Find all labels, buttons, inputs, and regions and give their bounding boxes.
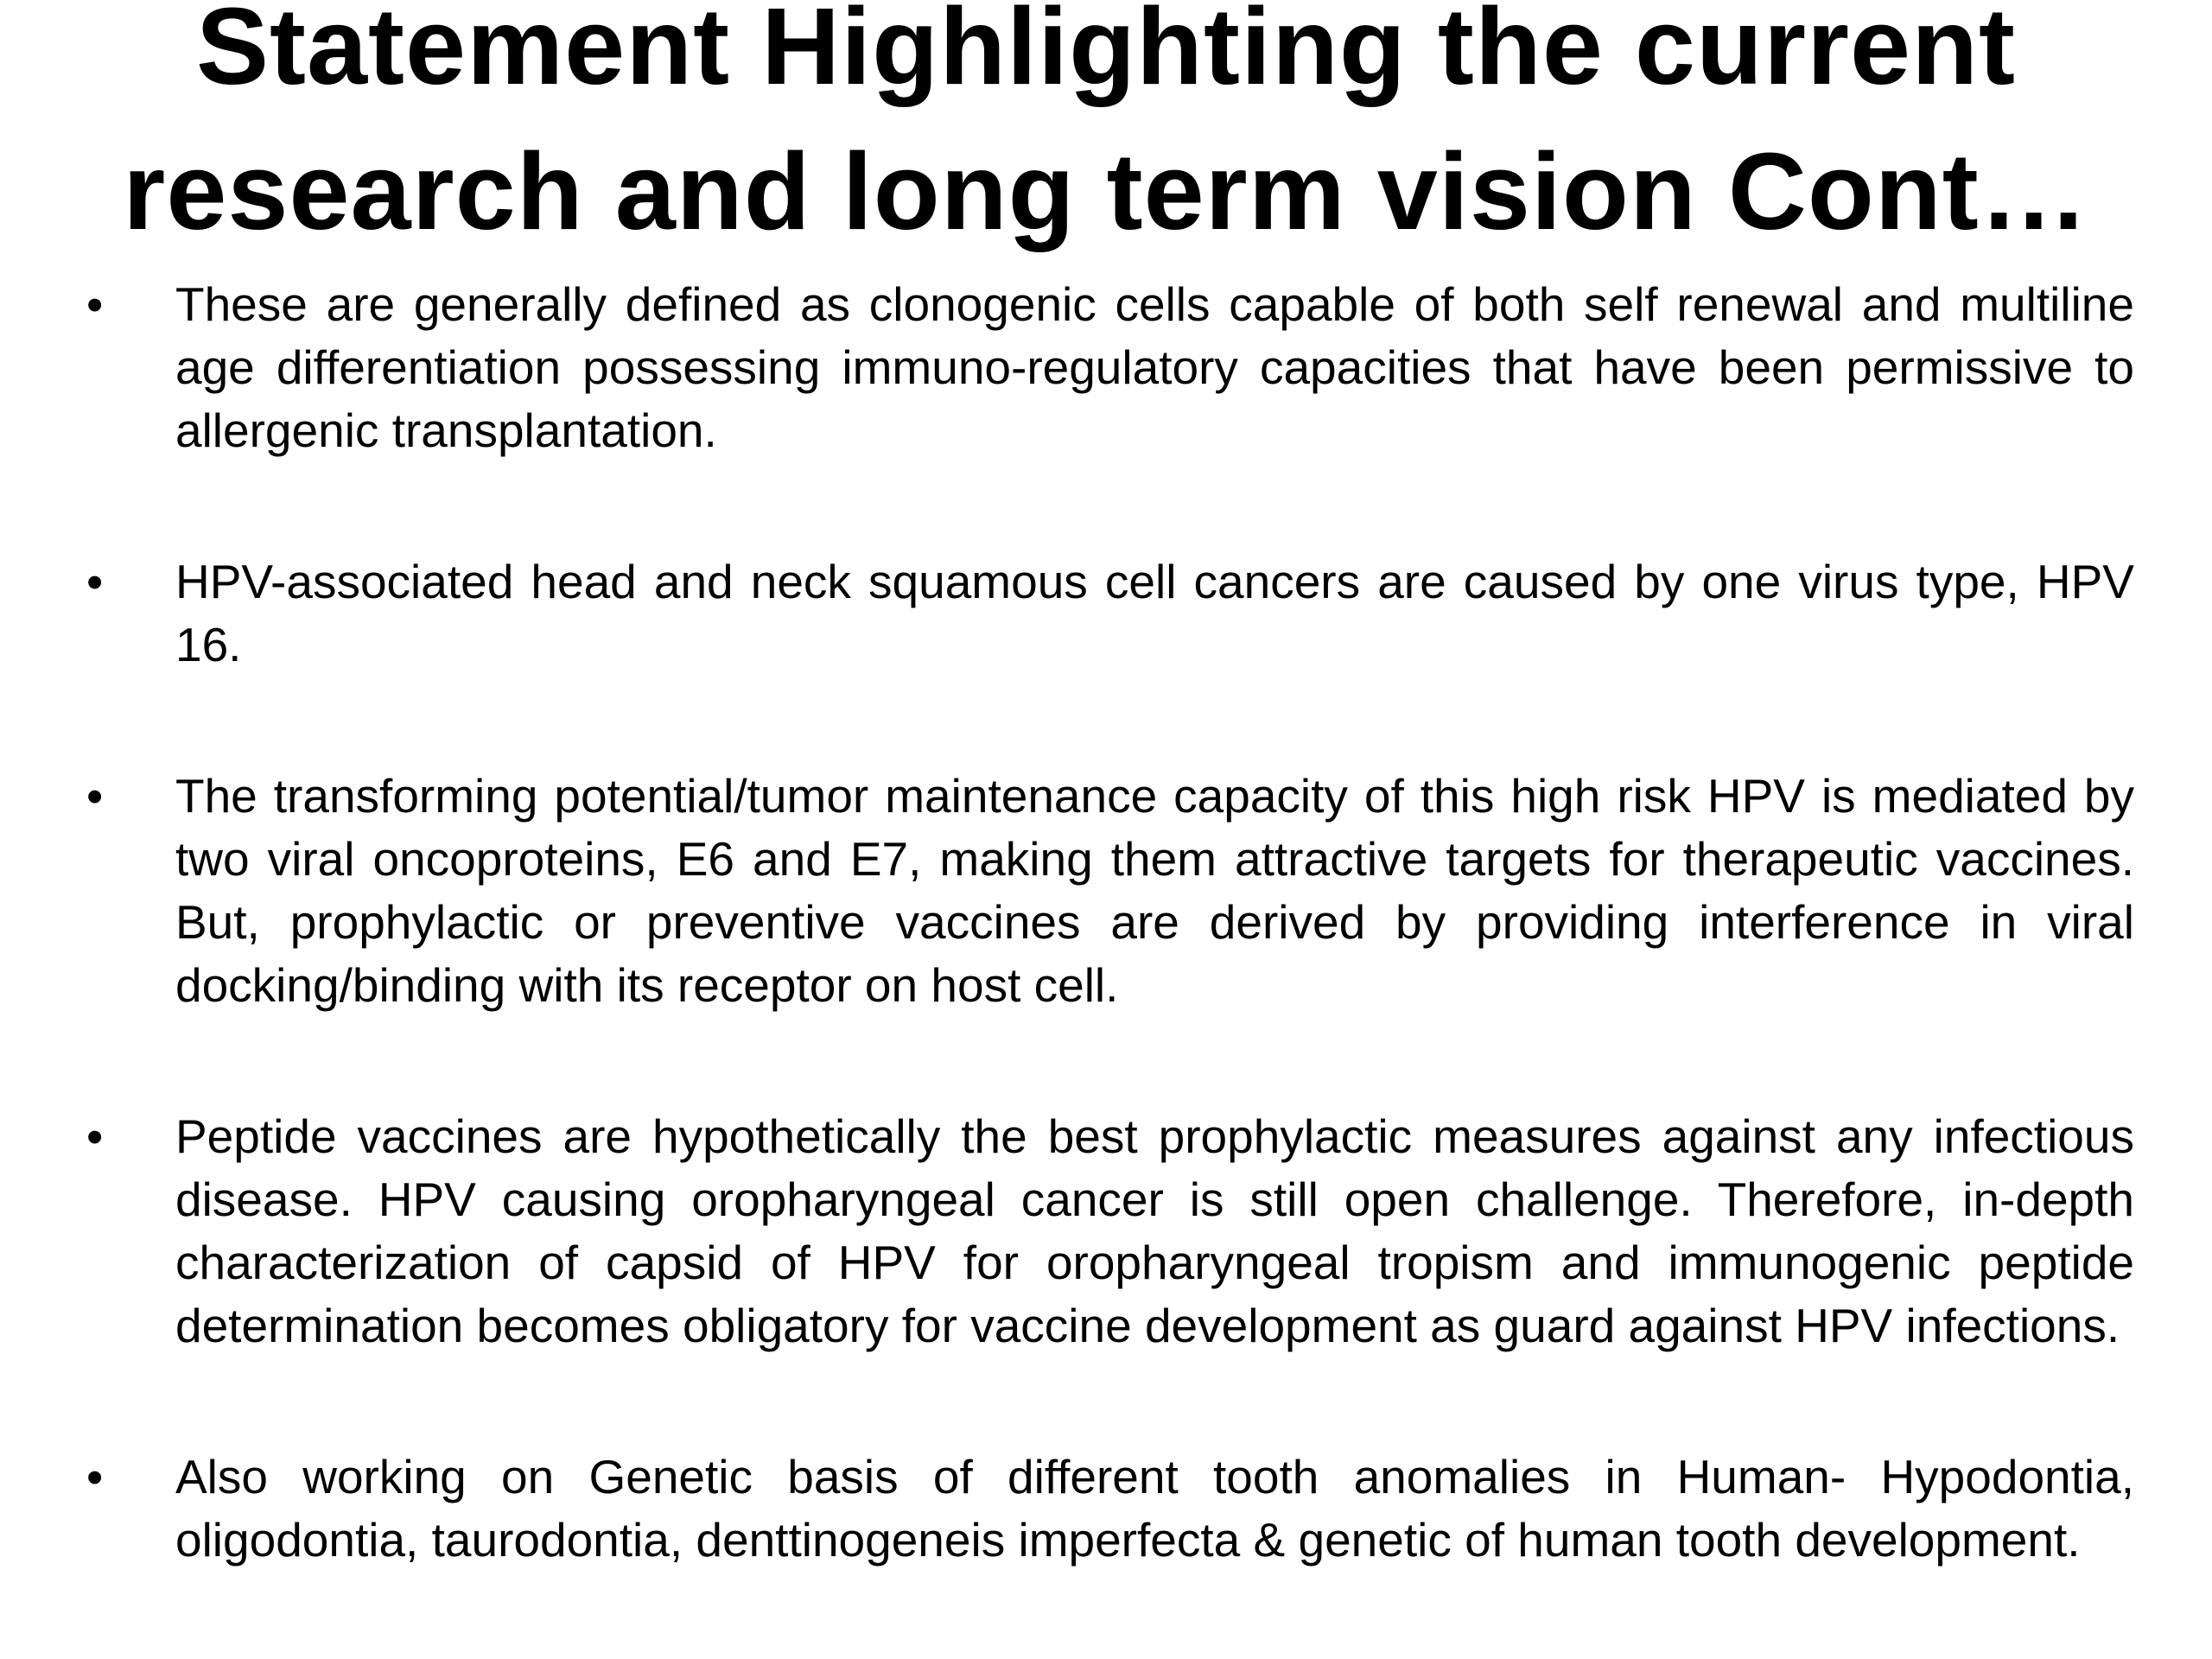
- bullet-item: [86, 1105, 2134, 1357]
- bullet-point-icon: •: [86, 1450, 104, 1503]
- bullet-text: HPV-associated head and neck squamous cell cancers are caused by one virus type, HPV 16.: [175, 555, 2134, 671]
- bullet-point-icon: •: [86, 555, 104, 608]
- bullet-text: Also working on Genetic basis of different tooth anomalies in Human- Hypodontia, oligodontia, taurodontia, denttinogeneis imperfecta & genetic of human tooth development.: [175, 1450, 2134, 1567]
- bullet-item: [86, 765, 2134, 1017]
- slide-title: Statement Highlighting the current research and long term vision Cont…: [123, 0, 2089, 252]
- bullet-point-icon: •: [86, 1109, 104, 1163]
- bullet-item: [86, 273, 2134, 462]
- bullet-text: Peptide vaccines are hypothetically the best prophylactic measures against any infectious disease. HPV causing oropharyngeal cancer is still open challenge. Therefore, in-depth characterization of capsid of HPV for oropharyngeal tropism and immunogenic peptide determination becomes obligatory for vaccine development as guard against HPV infections.: [175, 1109, 2134, 1352]
- bullet-list: [86, 273, 2134, 1572]
- bullet-text: The transforming potential/tumor maintenance capacity of this high risk HPV is mediated by two viral oncoproteins, E6 and E7, making them attractive targets for therapeutic vaccines. But, prophylactic or preventive vaccines are derived by providing interference in viral docking/binding with its receptor on host cell.: [175, 769, 2134, 1012]
- bullet-point-icon: •: [86, 277, 104, 331]
- bullet-item: [86, 550, 2134, 677]
- bullet-item: [86, 1446, 2134, 1572]
- bullet-text: These are generally defined as clonogenic cells capable of both self renewal and multiline age differentiation possessing immuno-regulatory capacities that have been permissive to allergenic transplantation.: [175, 277, 2134, 457]
- bullet-point-icon: •: [86, 769, 104, 823]
